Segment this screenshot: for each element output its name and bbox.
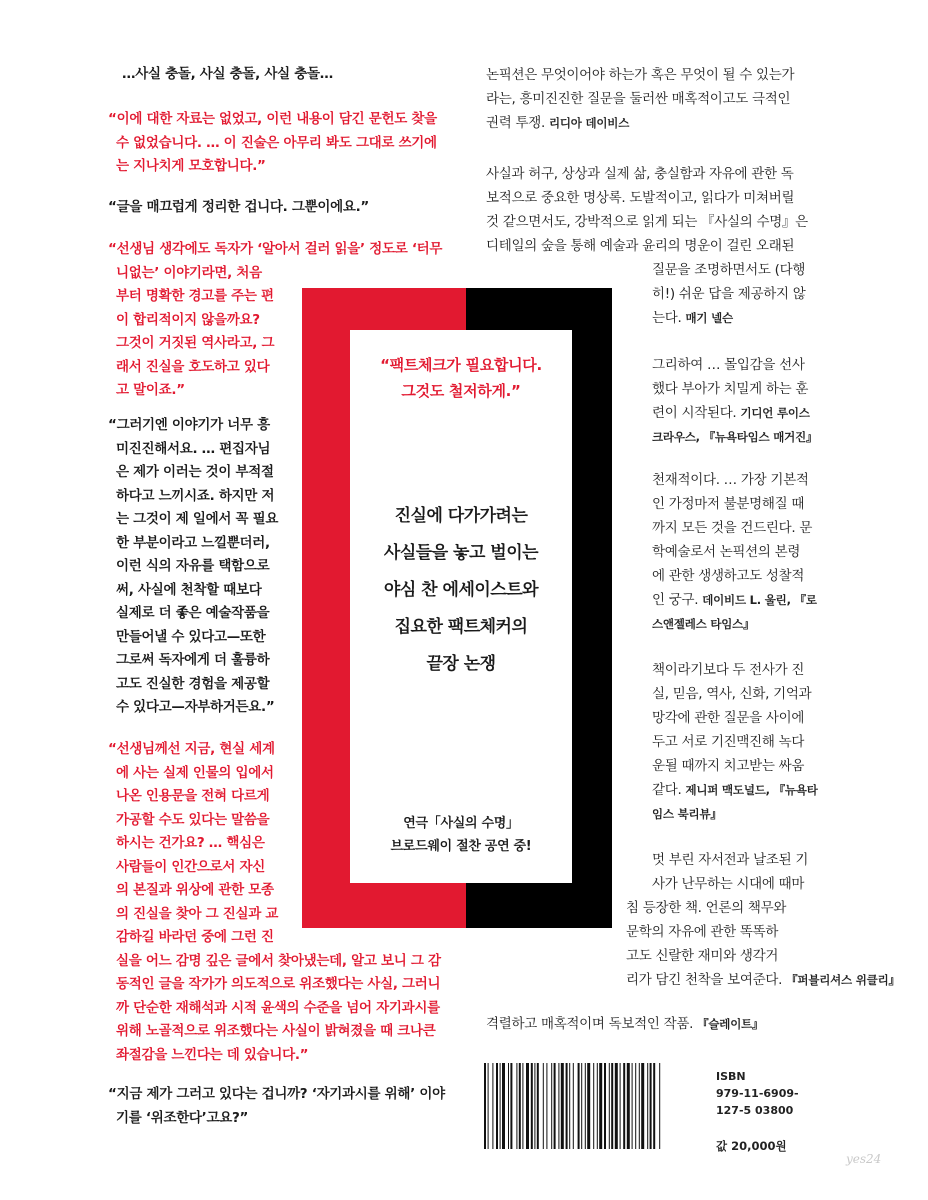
barcode-bar	[587, 1063, 590, 1149]
barcode-bar	[558, 1063, 559, 1149]
review-7: 격렬하고 매혹적이며 독보적인 작품. 『슬레이트』	[486, 1016, 764, 1032]
barcode-bar	[653, 1063, 655, 1149]
barcode-bar	[647, 1063, 648, 1149]
review-source-cont: 임스 북리뷰』	[652, 807, 722, 821]
barcode-bar	[623, 1063, 625, 1149]
barcode-bar	[500, 1063, 501, 1149]
barcode-bar	[573, 1063, 574, 1149]
review-source: 『슬레이트』	[697, 1017, 764, 1031]
barcode-bar	[543, 1063, 544, 1149]
barcode-bar	[578, 1063, 580, 1149]
review-source: 매기 넬슨	[685, 311, 733, 325]
card-tagline: 진실에 다가가려는 사실들을 놓고 벌이는 야심 찬 에세이스트와 집요한 팩트체커의 끝장 논쟁	[383, 506, 539, 674]
review-source: 데이비드 L. 울린, 『로	[702, 593, 817, 607]
barcode-bar	[604, 1063, 606, 1149]
barcode-bar	[492, 1063, 493, 1149]
barcode-bar	[650, 1063, 652, 1149]
review-6: 멋 부린 자서전과 날조된 기 사가 난무하는 시대에 때마 침 등장한 책. 언론의 책무와 문학의 자유에 관한 똑똑하 고도 신랄한 재미와 생각거 리가 담긴 천착을 보여준다. 『퍼블리셔스 위클리』	[626, 852, 900, 988]
barcode-bar	[569, 1063, 570, 1149]
review-source: 기디언 루이스	[740, 406, 810, 420]
barcode-bar	[537, 1063, 539, 1149]
barcode-bar	[632, 1063, 633, 1149]
barcode-bar	[581, 1063, 582, 1149]
barcode-bar	[599, 1063, 602, 1149]
barcode-bar	[611, 1063, 613, 1149]
barcode-bar	[639, 1063, 640, 1149]
quote-3: “글을 매끄럽게 정리한 겁니다. 그뿐이에요.”	[108, 199, 369, 215]
review-3: 그리하여 … 몰입감을 선사 했다 부아가 치밀게 하는 훈 련이 시작된다. 기디언 루이스 크라우스, 『뉴욕타임스 매거진』	[652, 353, 817, 449]
barcode-bar	[519, 1063, 521, 1149]
barcode-bar	[635, 1063, 636, 1149]
quote-4: “선생님 생각에도 독자가 ‘알아서 걸러 읽을’ 정도로 ‘터무 니없는’ 이야기라면, 처음 부터 명확한 경고를 주는 편 이 합리적이지 않을까요? 그것이 거짓된 역사라고, 그 래서 진실을 호도하고 있다 고 말이죠.”	[108, 241, 443, 398]
quote-2: “이에 대한 자료는 없었고, 이런 내용이 담긴 문헌도 찾을 수 없었습니다. … 이 진술은 아무리 봐도 그대로 쓰기에 는 지나치게 모호합니다.”	[108, 111, 437, 174]
barcode-bar	[566, 1063, 568, 1149]
barcode-bar	[620, 1063, 621, 1149]
review-source-cont: 크라우스, 『뉴욕타임스 매거진』	[652, 430, 818, 444]
barcode-bar	[526, 1063, 529, 1149]
barcode-bar	[516, 1063, 517, 1149]
barcode-bar	[597, 1063, 598, 1149]
quote-5: “그러기엔 이야기가 너무 흥 미진진해서요. … 편집자님 은 제가 이러는 것이 부적절 하다고 느끼시죠. 하지만 저 는 그것이 제 일에서 꼭 필요 한 부분이라고 느낄뿐더러, 이런 식의 자유를 택함으로 써, 사실에 천착할 때보다 실제로 더 좋은 예술작품을 만들어낼 수 있다고—또한 그로써 독자에게 더 훌륭하 고도 진실한 경험을 제공할 수 있다고—자부하거든요.”	[108, 417, 279, 715]
review-source: 제니퍼 맥도널드, 『뉴욕타	[685, 783, 818, 797]
review-1: 논픽션은 무엇이어야 하는가 혹은 무엇이 될 수 있는가 라는, 흥미진진한 질문을 둘러싼 매혹적이고도 극적인 권력 투쟁. 리디아 데이비스	[486, 67, 795, 131]
barcode-bar	[585, 1063, 586, 1149]
center-card	[350, 330, 572, 883]
barcode	[484, 1063, 706, 1149]
barcode-bar	[502, 1063, 505, 1149]
barcode-bar	[609, 1063, 610, 1149]
review-4: 천재적이다. … 가장 기본적 인 가정마저 불분명해질 때 까지 모든 것을 건드린다. 문 학예술로서 논픽션의 본령 에 관한 생생하고도 성찰적 인 궁구. 데이비드 L. 울린, 『로 스앤젤레스 타임스』	[652, 468, 817, 636]
quote-6: “선생님께선 지금, 현실 세계 에 사는 실제 인물의 입에서 나온 인용문을 전혀 다르게 가공할 수도 있다는 말씀을 하시는 건가요? … 핵심은 사람들이 인간으로서 자신 의 본질과 위상에 관한 모종 의 진실을 찾아 그 진실과 교 감하길 바라던 중에 그런 진 실을 어느 감명 깊은 글에서 찾아냈는데, 알고 보니 그 감 동적인 글을 작가가 의도적으로 위조했다는 사실, 그러니 까 단순한 재해석과 시적 윤색의 수준을 넘어 자기과시를 위해 노골적으로 위조했다는 사실이 밝혀졌을 때 크나큰 좌절감을 느낀다는 데 있습니다.”	[108, 741, 441, 1063]
barcode-bar	[627, 1063, 630, 1149]
isbn-block: ISBN 979-11-6909- 127-5 03800	[716, 1070, 799, 1117]
barcode-bar	[593, 1063, 594, 1149]
barcode-bar	[522, 1063, 523, 1149]
barcode-bar	[546, 1063, 547, 1149]
barcode-bar	[508, 1063, 509, 1149]
barcode-bar	[551, 1063, 552, 1149]
price: 값 20,000원	[716, 1139, 787, 1153]
quote-7: “지금 제가 그러고 있다는 겁니까? ‘자기과시를 위해’ 이야 기를 ‘위조한다’고요?”	[108, 1086, 445, 1126]
barcode-bar	[554, 1063, 556, 1149]
barcode-bar	[531, 1063, 533, 1149]
review-source: 리디아 데이비스	[548, 116, 630, 130]
barcode-bar	[510, 1063, 512, 1149]
review-source-cont: 스앤젤레스 타임스』	[652, 617, 755, 631]
card-quote: “팩트체크가 필요합니다. 그것도 철저하게.”	[380, 356, 542, 400]
review-source: 『퍼블리셔스 위클리』	[786, 973, 900, 987]
barcode-bar	[484, 1063, 486, 1149]
quote-1: …사실 충돌, 사실 충돌, 사실 충돌…	[122, 66, 333, 82]
card-play-note: 연극「사실의 수명」 브로드웨이 절찬 공연 중!	[390, 816, 532, 854]
watermark: yes24	[846, 1152, 882, 1166]
barcode-bar	[615, 1063, 618, 1149]
barcode-bar	[488, 1063, 489, 1149]
barcode-bar	[496, 1063, 498, 1149]
barcode-bar	[534, 1063, 535, 1149]
barcode-bar	[561, 1063, 564, 1149]
barcode-bar	[659, 1063, 660, 1149]
review-2: 사실과 허구, 상상과 실제 삶, 충실함과 자유에 관한 독 보적으로 중요한 명상록. 도발적이고, 읽다가 미쳐버릴 것 같으면서도, 강박적으로 읽게 되는 『사실의 수명』은 디테일의 숲을 통해 예술과 윤리의 명운이 걸린 오래된 질문을 조명하면서도 (다행 히!) 쉬운 답을 제공하지 않 는다. 매기 넬슨	[486, 166, 808, 326]
review-5: 책이라기보다 두 전사가 진 실, 믿음, 역사, 신화, 기억과 망각에 관한 질문을 사이에 두고 서로 기진맥진해 녹다 운될 때까지 치고받는 싸움 같다. 제니퍼 맥도널드, 『뉴욕타 임스 북리뷰』	[652, 658, 818, 826]
barcode-bar	[641, 1063, 644, 1149]
